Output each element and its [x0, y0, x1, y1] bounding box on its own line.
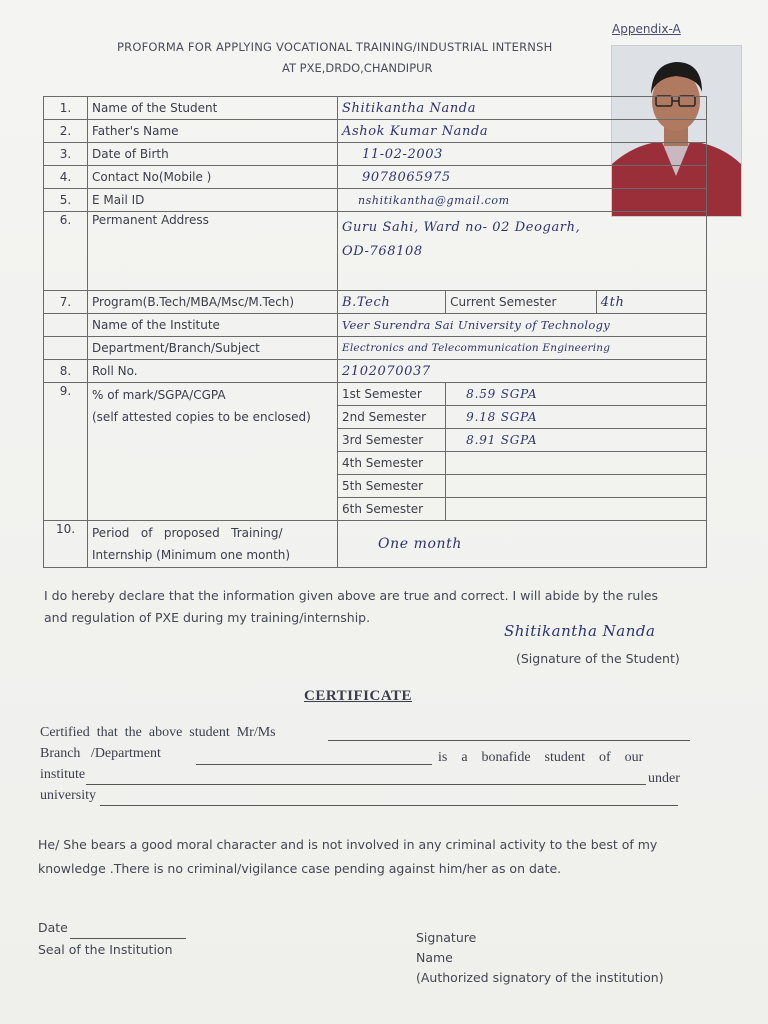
field-label: Permanent Address [88, 212, 338, 291]
seal-label: Seal of the Institution [38, 942, 173, 957]
father-name-value: Ashok Kumar Nanda [338, 120, 707, 143]
field-label: % of mark/SGPA/CGPA [92, 388, 226, 402]
field-label: Name of the Student [88, 97, 338, 120]
contact-value: 9078065975 [338, 166, 707, 189]
current-semester-label: Current Semester [446, 291, 597, 314]
table-row [44, 97, 707, 120]
signature-label: (Signature of the Student) [516, 651, 680, 666]
field-note: (self attested copies to be enclosed) [92, 410, 311, 424]
row-number: 8. [44, 360, 88, 383]
semester-label: 1st Semester [338, 383, 446, 406]
date-label: Date [38, 920, 68, 935]
department-value: Electronics and Telecommunication Engineering [338, 337, 707, 360]
row-number: 9. [44, 383, 88, 521]
field-label: Contact No(Mobile ) [88, 166, 338, 189]
table-row [44, 314, 707, 337]
table-row [44, 291, 707, 314]
student-signature: Shitikantha Nanda [504, 622, 656, 640]
field-label: E Mail ID [88, 189, 338, 212]
semester-value [446, 498, 707, 521]
program-value: B.Tech [338, 291, 446, 314]
field-label: Department/Branch/Subject [88, 337, 338, 360]
certificate-university: university [40, 788, 96, 803]
period-value: One month [338, 521, 707, 568]
address-value [338, 212, 707, 291]
table-row [44, 189, 707, 212]
application-table [43, 96, 707, 568]
email-value: nshitikantha@gmail.com [338, 189, 707, 212]
field-label: Date of Birth [88, 143, 338, 166]
appendix-label: Appendix-A [612, 22, 681, 36]
row-number: 5. [44, 189, 88, 212]
certificate-title: CERTIFICATE [304, 688, 413, 704]
field-label: Name of the Institute [88, 314, 338, 337]
declaration-line: and regulation of PXE during my training/internship. [44, 610, 371, 625]
current-semester-value: 4th [596, 291, 706, 314]
table-row [44, 120, 707, 143]
semester-label: 5th Semester [338, 475, 446, 498]
table-row [44, 212, 707, 291]
marks-label [88, 383, 338, 521]
field-label: Period of proposed Training/ [92, 526, 283, 540]
student-name-blank [328, 740, 690, 741]
table-row [44, 360, 707, 383]
semester-value [446, 475, 707, 498]
form-title: PROFORMA FOR APPLYING VOCATIONAL TRAINING/INDUSTRIAL INTERNSH [117, 40, 553, 54]
certificate-line-1: Certified that the above student Mr/Ms [40, 725, 276, 740]
certificate-bonafide: is a bonafide student of our [438, 750, 644, 765]
institute-value: Veer Surendra Sai University of Technology [338, 314, 707, 337]
roll-value: 2102070037 [338, 360, 707, 383]
field-label: Roll No. [88, 360, 338, 383]
university-blank [100, 805, 678, 806]
semester-label: 3rd Semester [338, 429, 446, 452]
certificate-institute: institute [40, 767, 86, 782]
form-subtitle: AT PXE,DRDO,CHANDIPUR [282, 61, 433, 75]
semester-label: 6th Semester [338, 498, 446, 521]
declaration-line: I do hereby declare that the information given above are true and correct. I will abide by the rules [44, 588, 658, 603]
signature-label-institution: Signature [416, 930, 477, 945]
field-label: Internship (Minimum one month) [92, 548, 291, 562]
row-number: 3. [44, 143, 88, 166]
authorized-signatory-label: (Authorized signatory of the institution) [416, 970, 664, 985]
row-number: 2. [44, 120, 88, 143]
address-line-2: OD-768108 [342, 244, 423, 259]
moral-line: He/ She bears a good moral character and is not involved in any criminal activity to the best of my [38, 837, 658, 852]
semester-label: 4th Semester [338, 452, 446, 475]
period-label [88, 521, 338, 568]
address-line-1: Guru Sahi, Ward no- 02 Deogarh, [342, 220, 581, 235]
table-row [44, 337, 707, 360]
row-number [44, 314, 88, 337]
table-row [44, 166, 707, 189]
row-number: 7. [44, 291, 88, 314]
field-label: Program(B.Tech/MBA/Msc/M.Tech) [88, 291, 338, 314]
student-name-value: Shitikantha Nanda [338, 97, 707, 120]
certificate-under: under [648, 771, 680, 786]
row-number: 10. [44, 521, 88, 568]
date-blank [70, 938, 186, 939]
table-row [44, 383, 707, 406]
moral-character-text [38, 833, 698, 881]
row-number: 4. [44, 166, 88, 189]
semester-value: 8.91 SGPA [446, 429, 707, 452]
certificate-branch: Branch /Department [40, 746, 161, 761]
semester-value: 9.18 SGPA [446, 406, 707, 429]
dob-value: 11-02-2003 [338, 143, 707, 166]
row-number [44, 337, 88, 360]
semester-value [446, 452, 707, 475]
name-label: Name [416, 950, 453, 965]
institute-blank [86, 784, 646, 785]
semester-value: 8.59 SGPA [446, 383, 707, 406]
table-row [44, 143, 707, 166]
row-number: 1. [44, 97, 88, 120]
semester-label: 2nd Semester [338, 406, 446, 429]
branch-blank [196, 764, 432, 765]
row-number: 6. [44, 212, 88, 291]
field-label: Father's Name [88, 120, 338, 143]
table-row [44, 521, 707, 568]
moral-line: knowledge .There is no criminal/vigilance case pending against him/her as on date. [38, 861, 562, 876]
